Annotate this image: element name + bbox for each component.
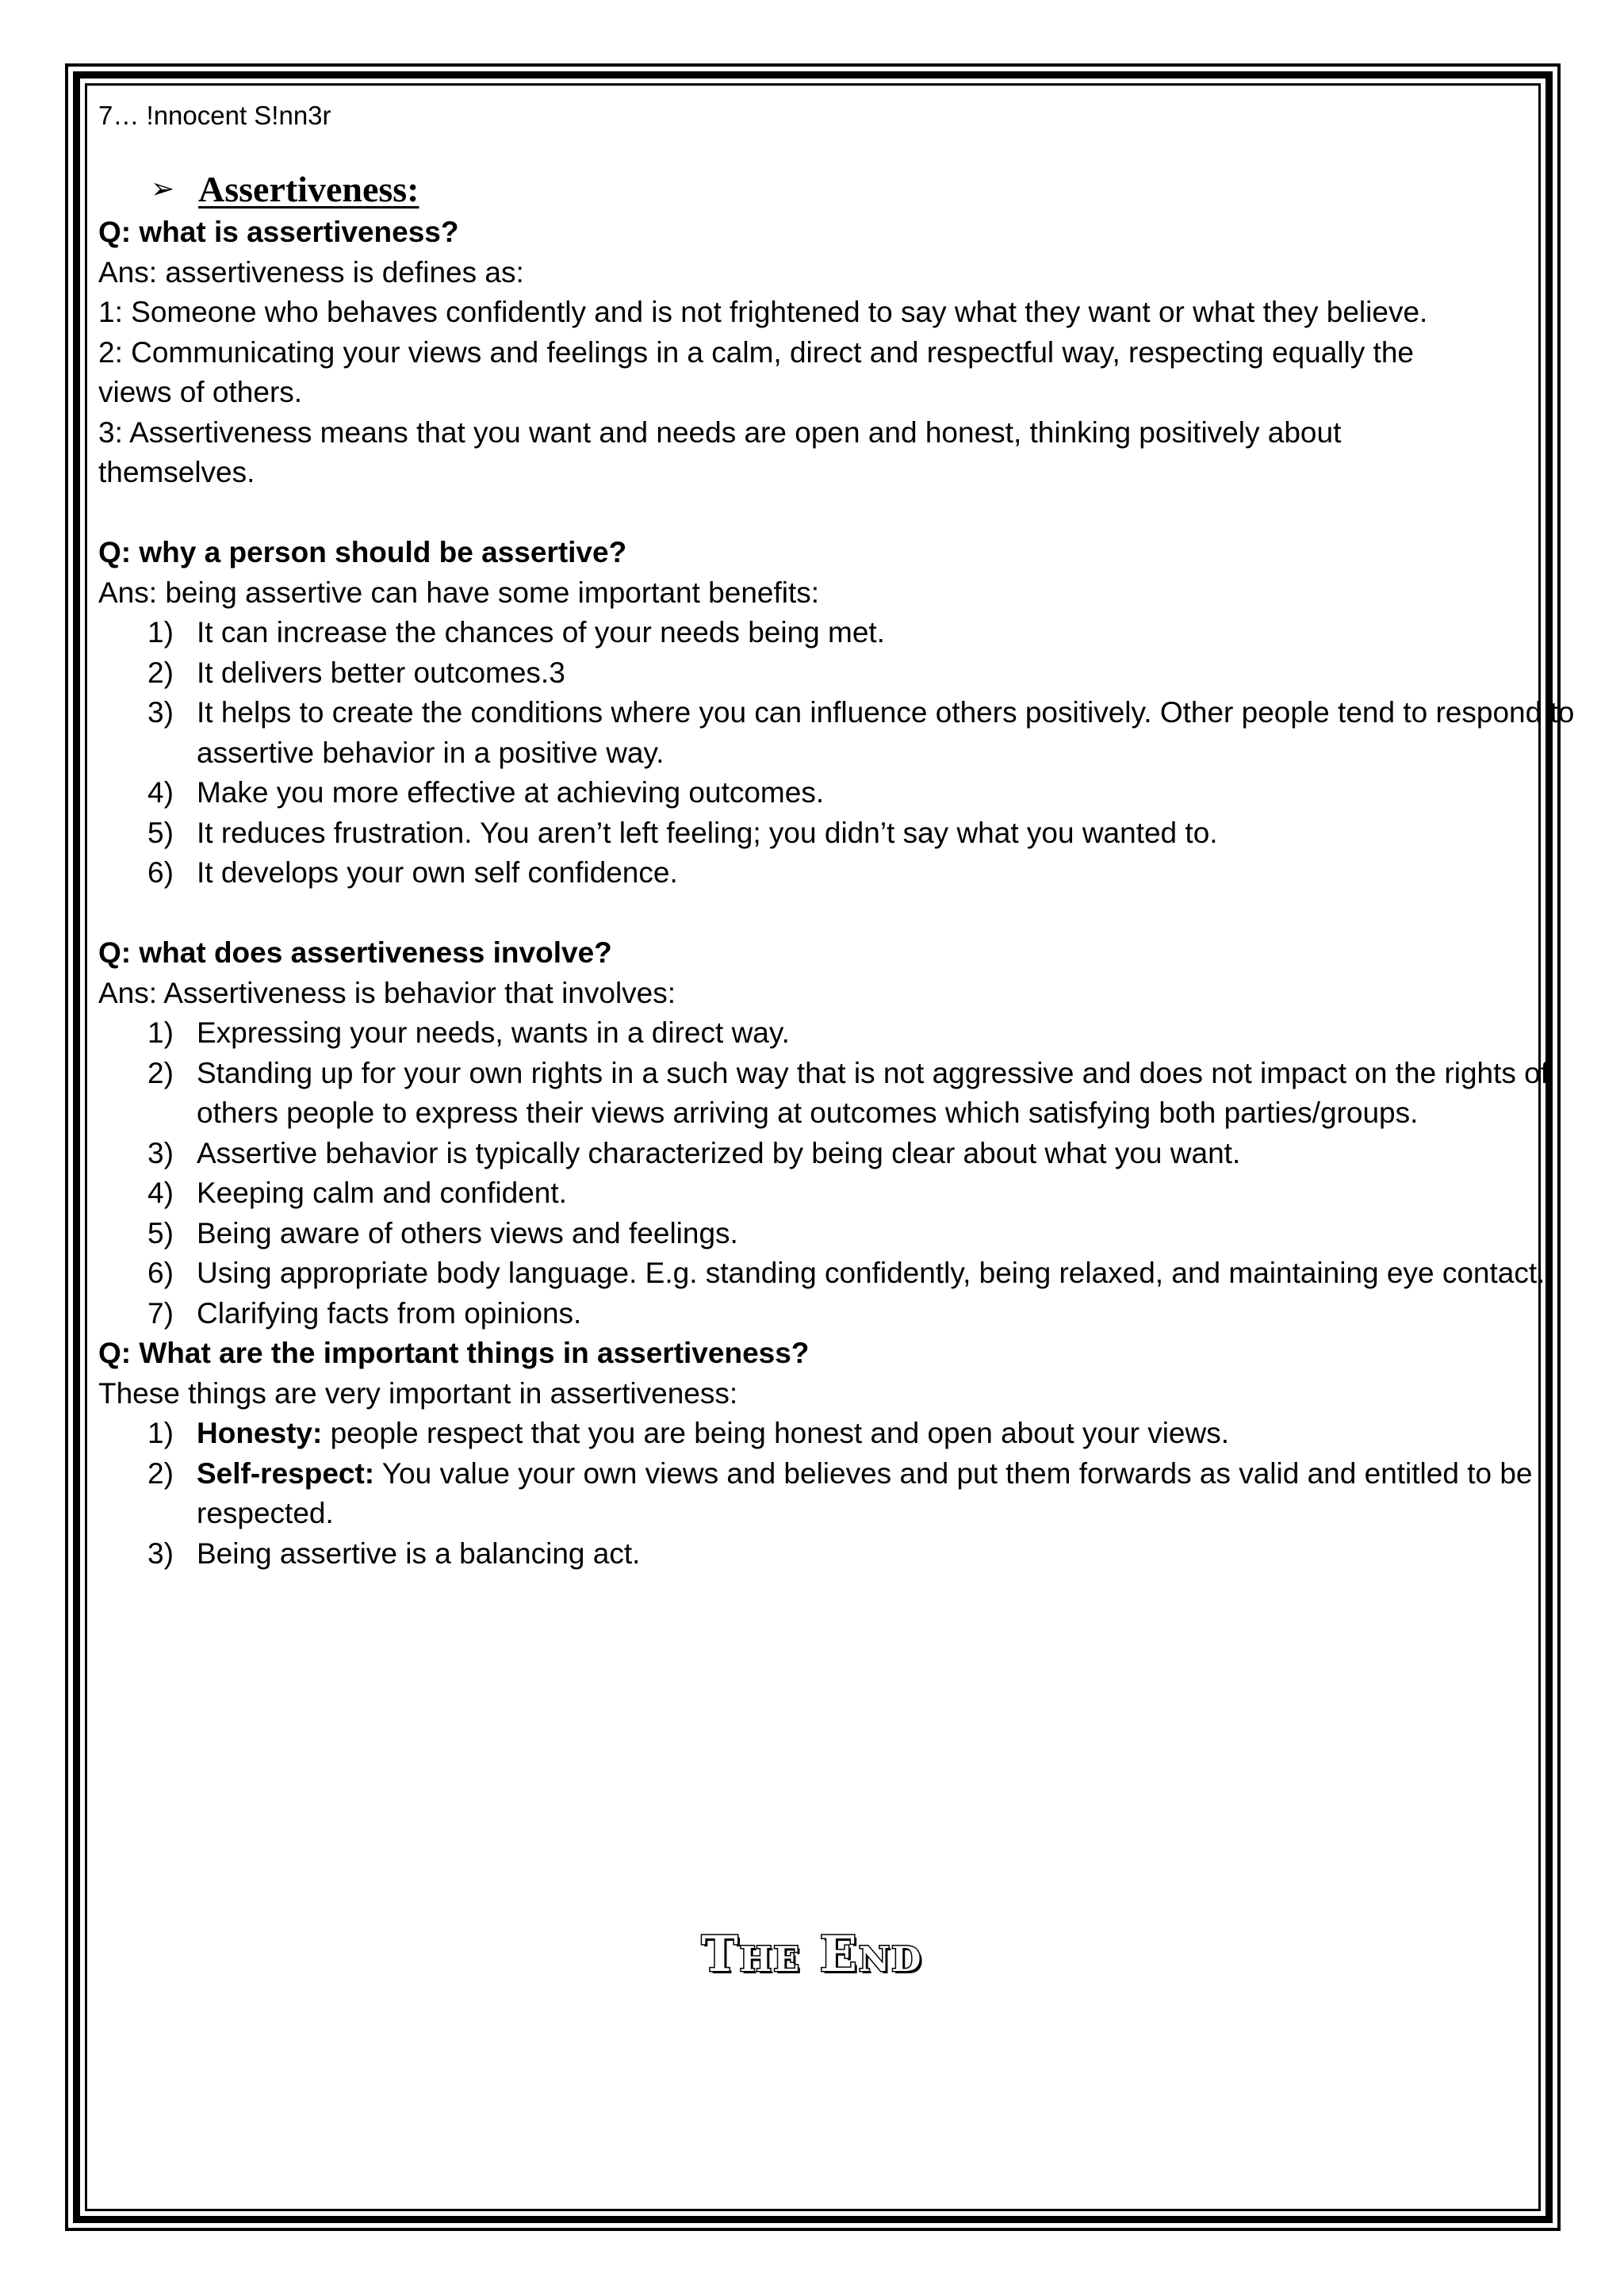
list-item: 1) It can increase the chances of your needs being met. — [147, 616, 885, 649]
list-item: 6) Using appropriate body language. E.g. standing confidently, being relaxed, and maintaining eye contact. — [147, 1257, 1545, 1289]
numbered-list — [98, 1013, 1549, 1334]
answer-intro: These things are very important in assertiveness: — [98, 1376, 738, 1410]
answer-line: 3: Assertiveness means that you want and needs are open and honest, thinking positively about — [98, 415, 1342, 449]
section-title: Assertiveness: — [198, 168, 419, 209]
answer-line: 1: Someone who behaves confidently and is not frightened to say what they want or what they believe. — [98, 296, 1428, 328]
question-block-3 — [98, 933, 1549, 1334]
list-item: 2) Standing up for your own rights in a such way that is not aggressive and does not impact on the rights of others people to express their views arriving at outcomes which satisfying both parties/groups. — [147, 1056, 1549, 1129]
term-label: Self-respect: — [197, 1456, 375, 1490]
answer-line: 2: Communicating your views and feelings in a calm, direct and respectful way, respecting equally the — [98, 335, 1414, 369]
answer-line: themselves. — [98, 456, 255, 488]
answer-intro: Ans: assertiveness is defines as: — [98, 255, 524, 289]
section-heading — [151, 166, 1526, 212]
the-end-title: The End — [701, 1925, 923, 1983]
term-label: Honesty: — [197, 1417, 323, 1449]
list-item: 6) It develops your own self confidence. — [147, 856, 678, 889]
page-header: 7… !nnocent S!nn3r — [98, 101, 331, 130]
document-body — [98, 100, 1575, 1574]
list-item: 4) Make you more effective at achieving outcomes. — [147, 776, 825, 809]
list-item: 1) Honesty: people respect that you are being honest and open about your views. — [147, 1417, 1229, 1449]
question-block-1 — [98, 212, 1526, 493]
question-heading: Q: What are the important things in assertiveness? — [98, 1337, 810, 1369]
list-item: 3) Being assertive is a balancing act. — [147, 1536, 641, 1570]
list-item: 1) Expressing your needs, wants in a direct way. — [147, 1016, 790, 1049]
numbered-list — [98, 613, 1575, 894]
question-block-2 — [98, 533, 1575, 894]
list-item: 5) Being aware of others views and feelings. — [147, 1216, 738, 1249]
question-heading: Q: what does assertiveness involve? — [98, 936, 612, 969]
list-item: 7) Clarifying facts from opinions. — [147, 1296, 582, 1330]
numbered-list — [98, 1414, 1533, 1574]
answer-line: views of others. — [98, 376, 303, 408]
list-item: 3) Assertive behavior is typically characterized by being clear about what you want. — [147, 1136, 1241, 1169]
question-heading: Q: what is assertiveness? — [98, 216, 459, 248]
question-block-4 — [98, 1334, 1533, 1574]
arrow-bullet-icon: ➢ — [151, 172, 175, 205]
answer-intro: Ans: being assertive can have some important benefits: — [98, 576, 820, 609]
answer-intro: Ans: Assertiveness is behavior that involves: — [98, 976, 676, 1009]
list-item: 3) It helps to create the conditions where you can influence others positively. Other people tend to respond to assertive behavior in a positive way. — [147, 696, 1575, 769]
list-item: 4) Keeping calm and confident. — [147, 1177, 567, 1209]
list-item: 2) It delivers better outcomes.3 — [147, 656, 565, 689]
list-item: 2) Self-respect: You value your own views and believes and put them forwards as valid and entitled to be respected. — [147, 1456, 1533, 1529]
question-heading: Q: why a person should be assertive? — [98, 536, 627, 568]
list-item: 5) It reduces frustration. You aren’t left feeling; you didn’t say what you wanted to. — [147, 816, 1218, 849]
